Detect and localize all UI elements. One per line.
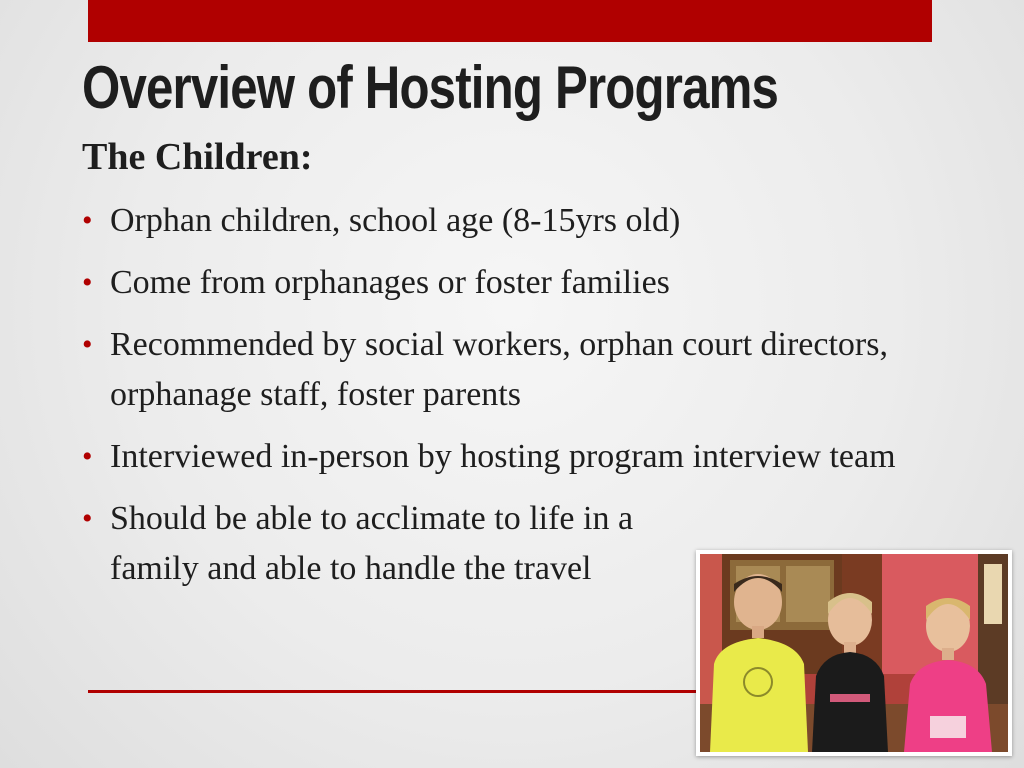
bullet-item xyxy=(82,258,942,308)
bullet-icon: • xyxy=(82,502,93,535)
photo-three-children-icon xyxy=(700,554,1008,752)
bullet-item xyxy=(82,432,942,482)
bullet-text: Should be able to acclimate to life in a family and able to handle the travel xyxy=(110,500,634,587)
slide-title: Overview of Hosting Programs xyxy=(82,54,779,121)
bullet-list xyxy=(82,196,942,606)
bullet-text: Recommended by social workers, orphan court directors, orphanage staff, foster parents xyxy=(110,326,888,413)
bottom-accent-line xyxy=(88,690,708,693)
top-accent-bar xyxy=(88,0,932,42)
bullet-icon: • xyxy=(82,328,93,361)
slide-subtitle: The Children: xyxy=(82,136,313,178)
bullet-item xyxy=(82,196,942,246)
bullet-item xyxy=(82,320,942,420)
bullet-icon: • xyxy=(82,266,93,299)
bullet-text: Come from orphanages or foster families xyxy=(110,264,670,301)
bullet-icon: • xyxy=(82,204,93,237)
bullet-icon: • xyxy=(82,440,93,473)
bullet-text: Interviewed in-person by hosting program interview team xyxy=(110,438,896,475)
bullet-text: Orphan children, school age (8-15yrs old) xyxy=(110,202,681,239)
children-photo xyxy=(696,550,1012,756)
